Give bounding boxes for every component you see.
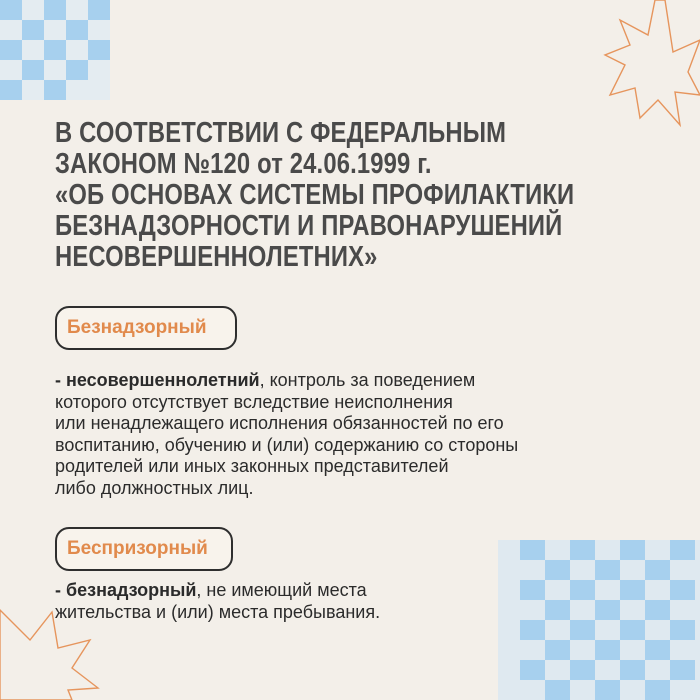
definition-line: которого отсутствует вследствие неисполнения [55, 391, 453, 412]
definition-line: родителей или иных законных представителей [55, 456, 449, 476]
definition-line: или ненадлежащего исполнения обязанностей по его [55, 413, 504, 433]
definition-line [55, 580, 655, 602]
definition-line [55, 370, 655, 392]
checker-pattern-top-left [0, 0, 110, 100]
page-heading [55, 117, 575, 273]
term-badge-beznadzorny: Безнадзорный [55, 306, 237, 350]
definition-besprizorny [55, 580, 655, 623]
heading-line: В СООТВЕТСТВИИ С ФЕДЕРАЛЬНЫМ [55, 117, 507, 149]
heading-line: «ОБ ОСНОВАХ СИСТЕМЫ ПРОФИЛАКТИКИ [55, 179, 575, 211]
heading-line: ЗАКОНОМ №120 от 24.06.1999 г. [55, 148, 432, 180]
starburst-top-right [605, 0, 700, 125]
starburst-bottom-left [0, 610, 98, 700]
definition-lead: - безнадзорный [55, 580, 197, 600]
definition-line: либо должностных лиц. [55, 477, 254, 498]
heading-line: НЕСОВЕРШЕННОЛЕТНИХ» [55, 241, 378, 273]
definition-lead: - несовершеннолетний [55, 370, 260, 390]
definition-line: жительства и (или) места пребывания. [55, 601, 381, 622]
heading-line: БЕЗНАДЗОРНОСТИ И ПРАВОНАРУШЕНИЙ [55, 210, 563, 242]
definition-text: , не имеющий места [196, 580, 367, 600]
definition-beznadzorny [55, 370, 655, 499]
definition-text: , контроль за поведением [259, 370, 476, 390]
term-badge-besprizorny: Беспризорный [55, 527, 233, 571]
definition-line: воспитанию, обучению и (или) содержанию со стороны [55, 434, 519, 455]
